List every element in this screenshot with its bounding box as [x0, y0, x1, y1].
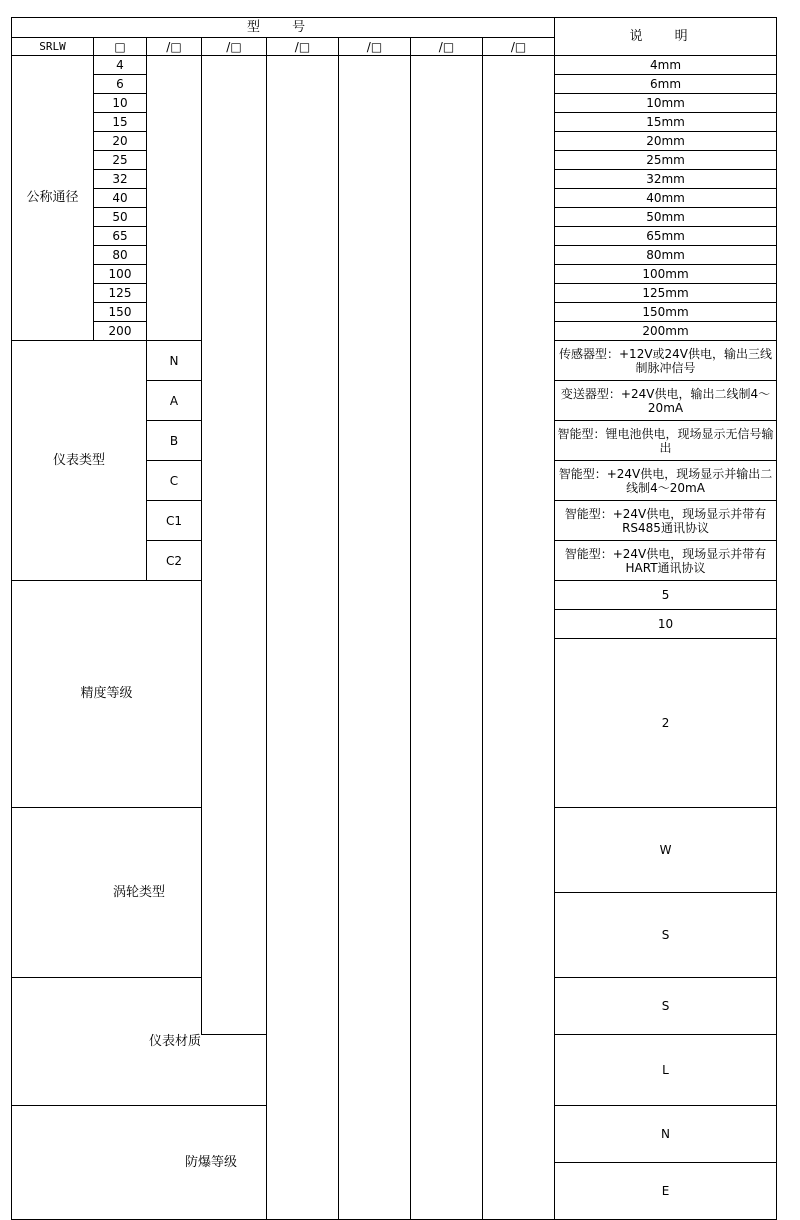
- accuracy-code: 10: [555, 610, 777, 639]
- meter-type-code: C1: [147, 501, 202, 541]
- material-code: S: [555, 978, 777, 1035]
- diameter-desc: 6mm: [555, 75, 777, 94]
- turbine-code: S: [555, 893, 777, 978]
- accuracy-code: 2: [555, 639, 777, 808]
- meter-type-desc: 变送器型：+24V供电，输出二线制4～20mA: [555, 381, 777, 421]
- diameter-desc: 4mm: [555, 56, 777, 75]
- meter-type-desc: 智能型：+24V供电，现场显示并带有HART通讯协议: [555, 541, 777, 581]
- model-slot-2: /□: [147, 38, 202, 56]
- accuracy-label: 精度等级: [12, 581, 202, 808]
- turbine-label: 涡轮类型: [12, 808, 267, 978]
- diameter-code: 32: [94, 170, 147, 189]
- meter-type-label: 仪表类型: [12, 341, 147, 581]
- model-slot-3: /□: [202, 38, 267, 56]
- diameter-desc: 32mm: [555, 170, 777, 189]
- model-header: 型 号: [12, 18, 555, 38]
- diameter-desc: 65mm: [555, 227, 777, 246]
- meter-type-desc: 智能型：+24V供电，现场显示并带有RS485通讯协议: [555, 501, 777, 541]
- blank-cell: [339, 56, 411, 1220]
- diameter-code: 200: [94, 322, 147, 341]
- diameter-code: 25: [94, 151, 147, 170]
- accuracy-code: 5: [555, 581, 777, 610]
- material-code: L: [555, 1035, 777, 1106]
- model-slot-7: /□: [483, 38, 555, 56]
- meter-type-code: C: [147, 461, 202, 501]
- diameter-desc: 10mm: [555, 94, 777, 113]
- meter-type-code: N: [147, 341, 202, 381]
- diameter-label: 公称通径: [12, 56, 94, 341]
- material-label: 仪表材质: [12, 978, 339, 1106]
- meter-type-code: A: [147, 381, 202, 421]
- blank-cell: [411, 56, 483, 1220]
- diameter-code: 20: [94, 132, 147, 151]
- meter-type-desc: 智能型：锂电池供电，现场显示无信号输出: [555, 421, 777, 461]
- turbine-code: W: [555, 808, 777, 893]
- diameter-desc: 125mm: [555, 284, 777, 303]
- diameter-code: 4: [94, 56, 147, 75]
- diameter-desc: 150mm: [555, 303, 777, 322]
- diameter-code: 150: [94, 303, 147, 322]
- diameter-code: 125: [94, 284, 147, 303]
- diameter-code: 6: [94, 75, 147, 94]
- diameter-desc: 200mm: [555, 322, 777, 341]
- diameter-desc: 20mm: [555, 132, 777, 151]
- model-prefix: SRLW: [12, 38, 94, 56]
- diameter-desc: 40mm: [555, 189, 777, 208]
- explosion-code: E: [555, 1163, 777, 1220]
- blank-cell: [483, 56, 555, 1220]
- diameter-desc: 50mm: [555, 208, 777, 227]
- diameter-code: 15: [94, 113, 147, 132]
- meter-type-desc: 传感器型：+12V或24V供电，输出三线制脉冲信号: [555, 341, 777, 381]
- diameter-code: 50: [94, 208, 147, 227]
- model-slot-6: /□: [411, 38, 483, 56]
- meter-type-code: B: [147, 421, 202, 461]
- model-selection-sheet: [11, 17, 776, 1198]
- diameter-desc: 25mm: [555, 151, 777, 170]
- diameter-code: 80: [94, 246, 147, 265]
- meter-type-code: C2: [147, 541, 202, 581]
- explosion-label: 防爆等级: [12, 1106, 411, 1220]
- diameter-desc: 80mm: [555, 246, 777, 265]
- diameter-code: 10: [94, 94, 147, 113]
- model-slot-1: □: [94, 38, 147, 56]
- model-slot-5: /□: [339, 38, 411, 56]
- diameter-desc: 15mm: [555, 113, 777, 132]
- diameter-desc: 100mm: [555, 265, 777, 284]
- explosion-code: N: [555, 1106, 777, 1163]
- meter-type-desc: 智能型：+24V供电，现场显示并输出二线制4～20mA: [555, 461, 777, 501]
- model-selection-table: [11, 17, 777, 1220]
- diameter-code: 100: [94, 265, 147, 284]
- description-header: 说 明: [555, 18, 777, 56]
- diameter-code: 40: [94, 189, 147, 208]
- model-slot-4: /□: [267, 38, 339, 56]
- blank-cell: [147, 56, 202, 341]
- diameter-code: 65: [94, 227, 147, 246]
